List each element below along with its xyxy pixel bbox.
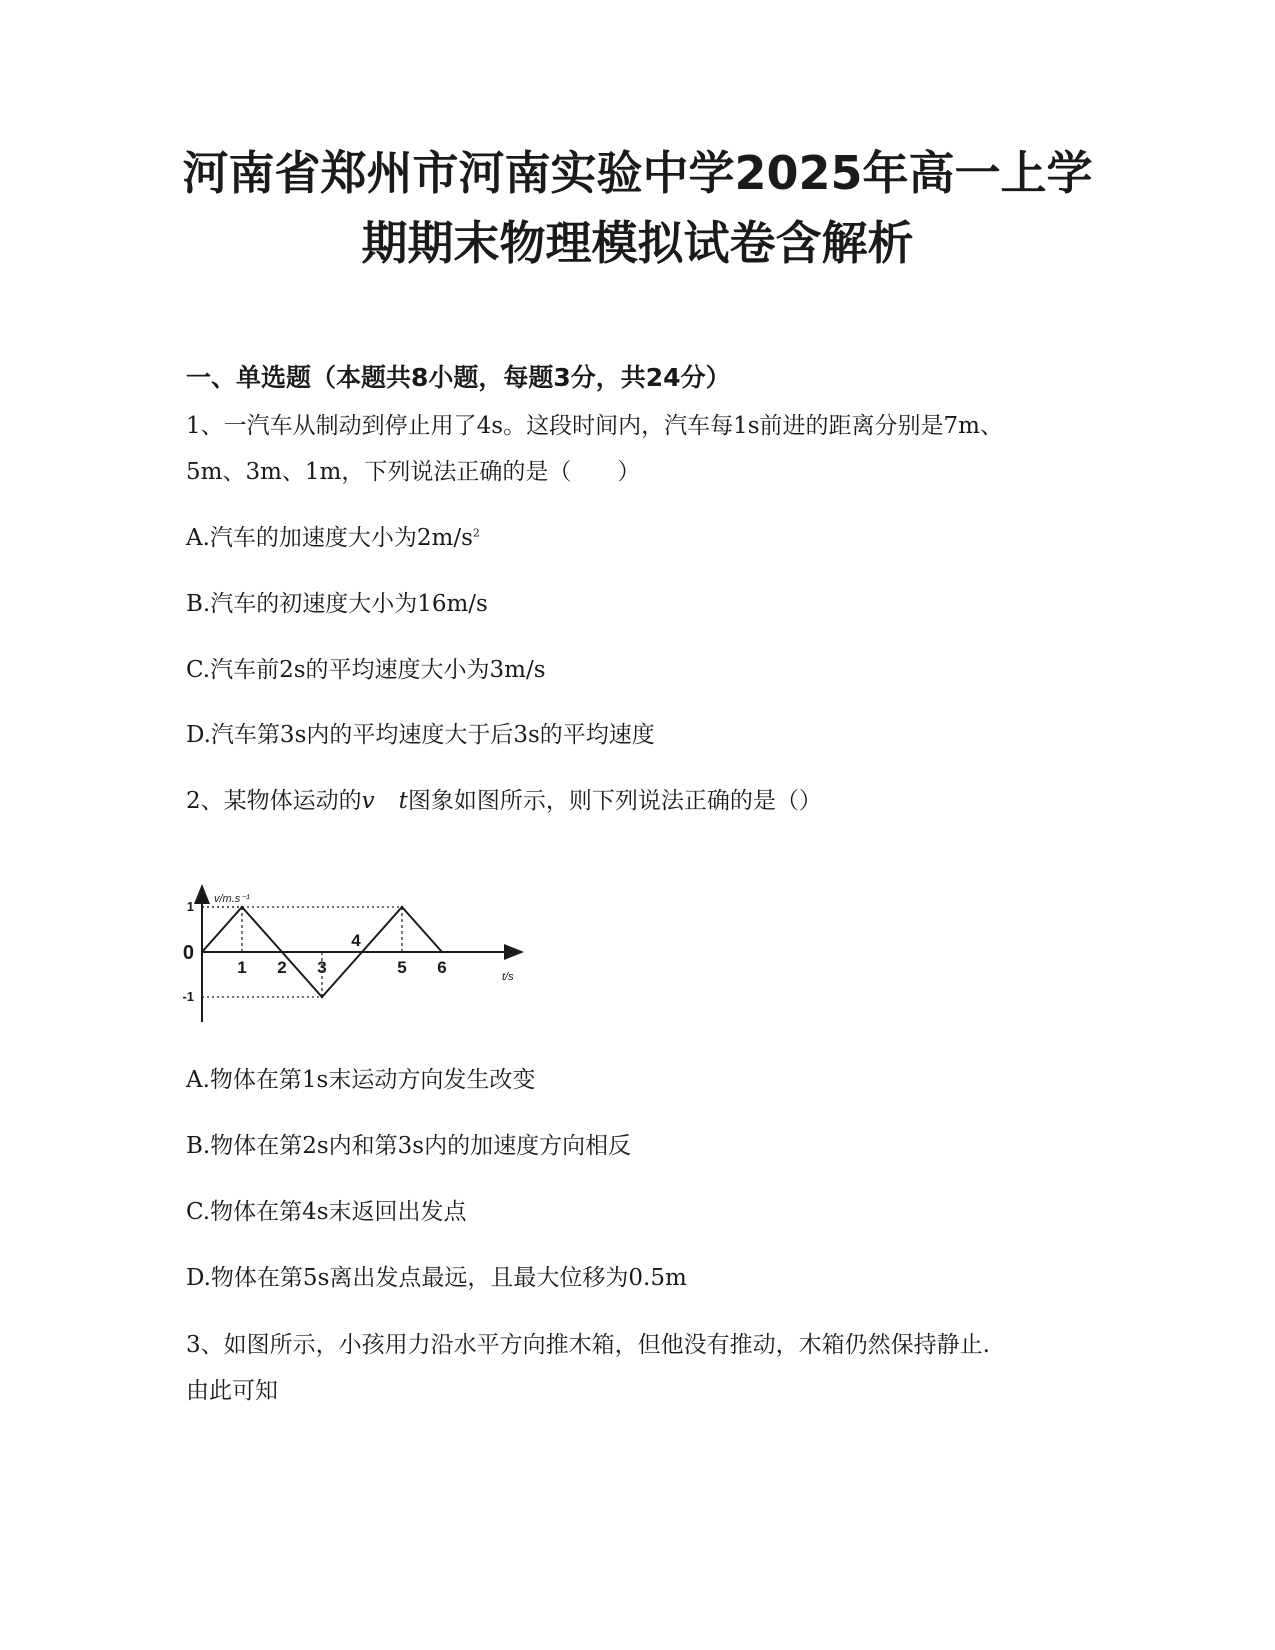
- q1-option-a-text: A.汽车的加速度大小为2m/s: [186, 525, 473, 551]
- x-axis-label: t/s: [502, 971, 514, 983]
- q1-option-d: D.汽车第3s内的平均速度大于后3s的平均速度: [186, 722, 655, 748]
- velocity-point: [201, 951, 203, 953]
- q1-stem-line-1: 1、一汽车从制动到停止用了4s。这段时间内，汽车每1s前进的距离分别是7m、: [186, 413, 1003, 439]
- y-axis-label: v/m.s⁻¹: [214, 893, 250, 905]
- q2-option-d: D.物体在第5s离出发点最远，且最大位移为0.5m: [186, 1265, 687, 1291]
- velocity-point: [241, 906, 243, 908]
- q2-option-b: B.物体在第2s内和第3s内的加速度方向相反: [186, 1133, 632, 1159]
- q1-option-a-exponent: 2: [472, 526, 480, 540]
- q2-stem-t: t: [398, 788, 408, 814]
- y-tick-label: 0: [182, 942, 194, 964]
- q2-stem-suffix: 图象如图所示，则下列说法正确的是（）: [407, 788, 822, 814]
- q3-stem-line-2: 由此可知: [186, 1378, 278, 1404]
- x-tick-label: 2: [277, 958, 287, 977]
- section-heading: 一、单选题（本题共8小题，每题3分，共24分）: [186, 363, 731, 392]
- velocity-point: [441, 951, 443, 953]
- vt-graph: [180, 880, 530, 1080]
- q1-option-a: [186, 519, 480, 552]
- q2-stem: [186, 782, 822, 815]
- velocity-point: [401, 906, 403, 908]
- q3-stem-line-1: 3、如图所示，小孩用力沿水平方向推木箱，但他没有推动，木箱仍然保持静止.: [186, 1332, 990, 1358]
- q1-stem-line-2: 5m、3m、1m，下列说法正确的是（ ）: [186, 459, 641, 485]
- y-tick-label: -1: [182, 989, 194, 1004]
- q1-option-c: C.汽车前2s的平均速度大小为3m/s: [186, 657, 546, 683]
- title-line-1: 河南省郑州市河南实验中学2025年高一上学: [182, 146, 1093, 200]
- x-tick-label: 3: [317, 958, 327, 977]
- x-tick-label: 4: [351, 931, 361, 950]
- q1-option-b: B.汽车的初速度大小为16m/s: [186, 591, 488, 617]
- x-tick-label: 1: [237, 958, 247, 977]
- x-tick-label: 6: [437, 958, 447, 977]
- velocity-point: [321, 996, 323, 998]
- title-line-2: 期期末物理模拟试卷含解析: [361, 216, 914, 270]
- q2-option-c: C.物体在第4s末返回出发点: [186, 1199, 467, 1225]
- y-tick-label: 1: [186, 899, 194, 914]
- x-tick-label: 5: [397, 958, 407, 977]
- q2-stem-prefix: 2、某物体运动的: [186, 788, 362, 814]
- document-title: [150, 138, 1125, 278]
- q2-option-a: A.物体在第1s末运动方向发生改变: [186, 1067, 536, 1093]
- q2-stem-v: v: [361, 788, 375, 814]
- velocity-point: [281, 951, 283, 953]
- velocity-point: [361, 951, 363, 953]
